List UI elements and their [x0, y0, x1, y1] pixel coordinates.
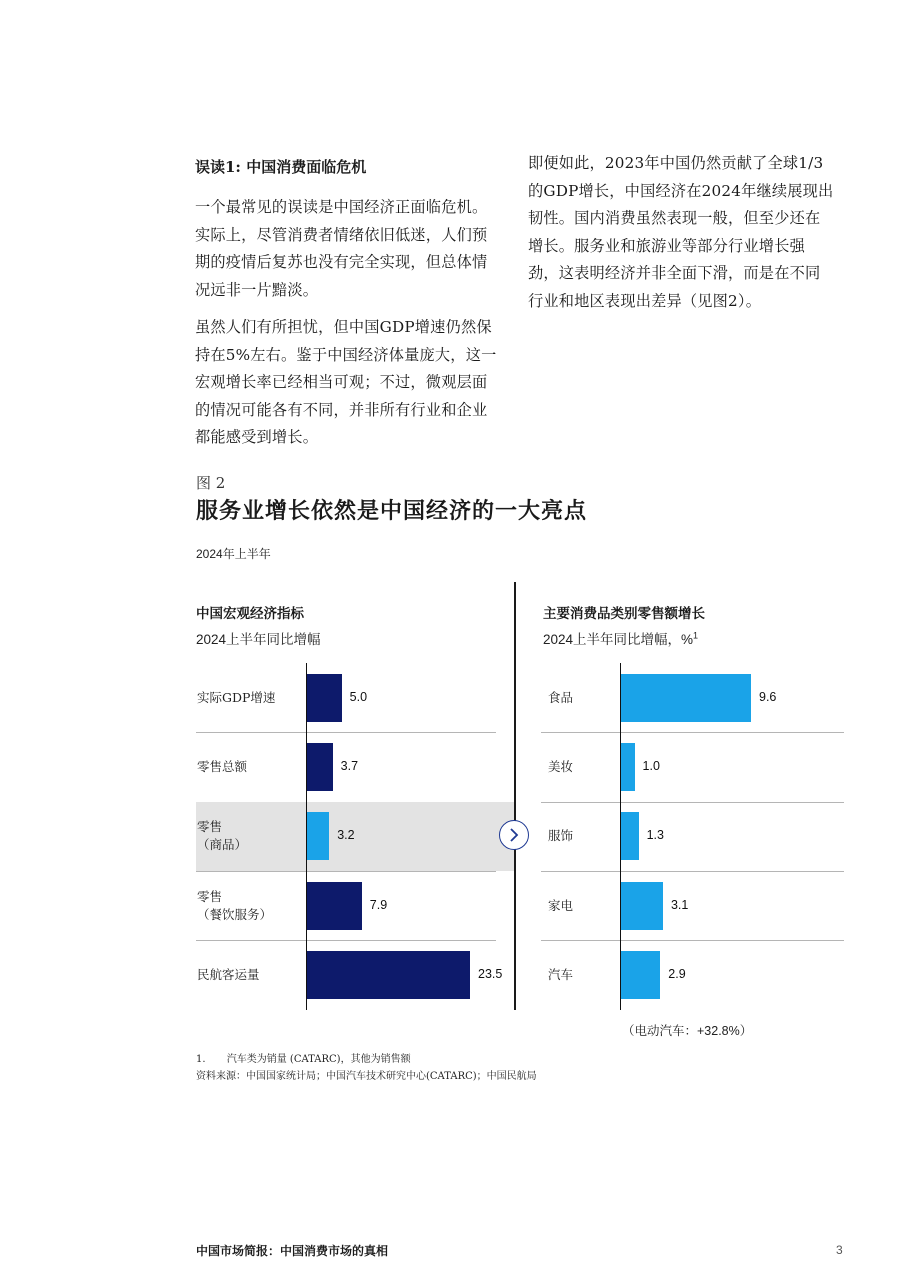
- chevron-right-icon: [508, 828, 520, 842]
- category-label-4: 民航客运量: [197, 966, 260, 982]
- category-label-1: 美妆: [548, 758, 574, 774]
- paragraph-1: 一个最常见的误读是中国经济正面临危机。 实际上，尽管消费者情绪依旧低迷，人们预 期的疫情后复苏也没有完全实现，但总体情 况远非一片黯淡。: [195, 198, 488, 299]
- left-chart-subtitle: 2024上半年同比增幅: [196, 632, 321, 647]
- row-divider-0: [196, 732, 496, 733]
- footnote-1-number: 1.: [196, 1054, 206, 1065]
- figure-subtitle: 2024年上半年: [196, 547, 271, 561]
- category-label-2: 零售 （商品）: [197, 819, 248, 853]
- left-chart-title: 中国宏观经济指标: [196, 606, 304, 622]
- page-number: 3: [836, 1243, 843, 1257]
- category-label-2: 服饰: [548, 828, 574, 844]
- source-note: 资料来源：中国国家统计局；中国汽车技术研究中心(CATARC)；中国民航局: [196, 1071, 537, 1082]
- footnote-1-text: 汽车类为销量 (CATARC)，其他为销售额: [226, 1054, 411, 1065]
- bar-3: [621, 882, 663, 930]
- category-label-3: 零售 （餐饮服务）: [197, 888, 273, 922]
- value-label-3: 3.1: [670, 897, 689, 912]
- value-label-3: 7.9: [369, 897, 388, 912]
- value-label-0: 9.6: [759, 689, 777, 704]
- ev-annotation: （电动汽车：+32.8%）: [622, 1024, 753, 1038]
- row-divider-3: [196, 940, 496, 941]
- bar-0: [621, 674, 751, 722]
- next-arrow-button[interactable]: [499, 820, 529, 850]
- value-axis: [306, 663, 307, 1010]
- value-label-2: 1.3: [646, 828, 664, 843]
- paragraph-3: 即便如此，2023年中国仍然贡献了全球1/3 的GDP增长，中国经济在2024年继续展现出 韧性。国内消费虽然表现一般，但至少还在 增长。服务业和旅游业等部分行业增长强 劲，这表明经济并非全面下滑，而是在不同 行业和地区表现出差异（见图2）。: [528, 154, 834, 310]
- row-divider-1: [541, 802, 844, 803]
- value-label-4: 23.5: [478, 966, 503, 981]
- section-heading: 误读1: 中国消费面临危机: [195, 158, 367, 176]
- bar-4: [621, 951, 660, 999]
- row-divider-2: [196, 871, 496, 872]
- value-label-4: 2.9: [668, 966, 686, 981]
- value-label-1: 3.7: [340, 758, 359, 773]
- right-chart-subtitle-sup: 1: [693, 630, 699, 641]
- bar-0: [307, 674, 342, 722]
- bar-1: [307, 743, 333, 791]
- paragraph-2: 虽然人们有所担忧，但中国GDP增速仍然保 持在5%左右。鉴于中国经济体量庞大，这一 宏观增长率已经相当可观；不过，微观层面 的情况可能各有不同，并非所有行业和企业 都能感受到增长。: [195, 318, 497, 446]
- category-label-0: 食品: [548, 689, 574, 705]
- value-label-1: 1.0: [642, 758, 660, 773]
- bar-4: [307, 951, 470, 999]
- figure-label: 图 2: [196, 474, 226, 492]
- bar-2: [621, 812, 639, 860]
- category-label-3: 家电: [548, 897, 574, 913]
- bar-2: [307, 812, 329, 860]
- value-axis: [620, 663, 621, 1010]
- category-label-4: 汽车: [548, 966, 574, 982]
- category-label-1: 零售总额: [197, 758, 248, 774]
- footer-title: 中国市场简报：中国消费市场的真相: [196, 1244, 389, 1258]
- row-divider-0: [541, 732, 844, 733]
- row-divider-3: [541, 940, 844, 941]
- figure-title: 服务业增长依然是中国经济的一大亮点: [196, 498, 588, 524]
- right-chart-subtitle-text: 2024上半年同比增幅，%: [543, 632, 694, 647]
- panel-divider: [514, 582, 516, 1010]
- footnote-1: [196, 1050, 411, 1065]
- right-chart-title: 主要消费品类别零售额增长: [543, 606, 705, 622]
- right-chart-subtitle: [543, 628, 698, 648]
- row-divider-2: [541, 871, 844, 872]
- value-label-2: 3.2: [337, 828, 355, 843]
- category-label-0: 实际GDP增速: [197, 689, 276, 705]
- value-label-0: 5.0: [349, 689, 368, 704]
- bar-1: [621, 743, 635, 791]
- bar-3: [307, 882, 362, 930]
